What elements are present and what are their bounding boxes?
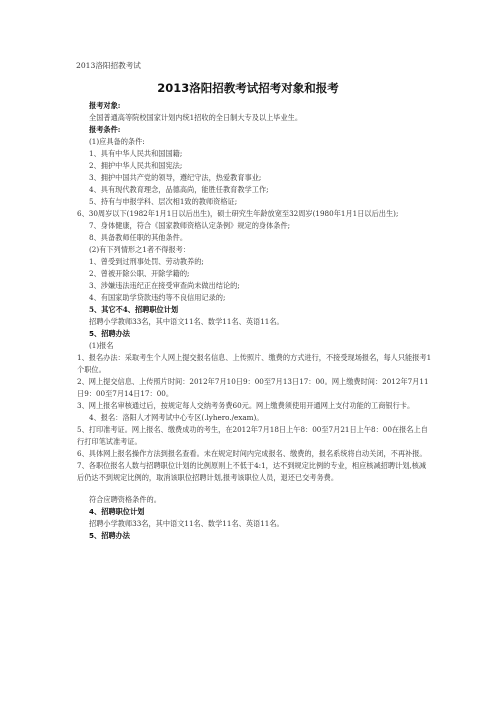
list-item: 5、打印准考证。网上报名、缴费成功的考生，在2012年7月18日上午8：00至7月21日上午8：00在报名上自行打印笔试准考证。 <box>77 425 428 446</box>
list-item: 2、拥护中华人民共和国宪法; <box>89 161 183 170</box>
list-item: 7、各职位报名人数与招聘职位计划的比例原则上不低于4:1，达不到规定比例的专业，相应核减招聘计划,核减后仍达不到规定比例的，取消该职位招聘计划,报考该职位人员，退还已交考务费。 <box>77 461 427 482</box>
list-item: 4、具有现代教育理念，品德高尚，能胜任教育教学工作; <box>89 185 269 194</box>
list-item: 8、具备教师任职的其他条件。 <box>89 233 188 242</box>
list-item: 4、报名：洛阳人才网考试中心专区(.lyhero./exam)。 <box>89 413 264 422</box>
list-item: 6、具体网上报名操作方法到报名查看。未在规定时间内完成报名、缴费的，报名系统将自动关闭，不再补报。 <box>77 449 427 458</box>
list-item: 5、持有与申报学科、层次相1致的教师资格证; <box>89 197 238 206</box>
list-item: 4、有国家助学贷款违约等不良信用记录的; <box>89 293 226 302</box>
list-item: 7、身体健康，符合《国家教师资格认定条例》规定的身体条件; <box>89 221 291 230</box>
paragraph-target-desc: 全国普通高等院校国家计划内统1招收的全日制大专及以上毕业生。 <box>89 113 303 122</box>
section-heading-method: 5、招聘办法 <box>89 329 130 338</box>
paragraph-plan-repeat: 招聘小学教师33名，其中语文11名、数学11名、英语11名。 <box>89 519 284 528</box>
paragraph-plan: 招聘小学教师33名，其中语文11名、数学11名、英语11名。 <box>89 317 284 326</box>
list-item: 1、报名办法：采取考生个人网上提交报名信息、上传照片、缴费的方式进行，不接受现场报名，每人只能报考1个职位。 <box>77 353 432 374</box>
list-item: 3、网上报名审核通过后，按规定每人交纳考务费60元。网上缴费须使用开通网上支付功能的工商银行卡。 <box>77 401 415 410</box>
subheading-required: (1)应具备的条件: <box>89 137 145 146</box>
subheading-registration: (1)报名 <box>89 341 114 350</box>
section-heading-plan: 4、招聘职位计划 <box>89 507 145 516</box>
paragraph-gap <box>89 484 433 494</box>
running-header: 2013洛阳招教考试 <box>76 61 141 70</box>
document-title: 2013洛阳招教考试招考对象和报考 <box>157 81 339 95</box>
subheading-excluded: (2)有下列情形之1者不得报考： <box>89 245 191 254</box>
section-heading-method-repeat: 5、招聘办法 <box>89 531 130 540</box>
section-heading-conditions: 报考条件: <box>89 125 121 134</box>
paragraph-qualified: 符合应聘资格条件的。 <box>89 495 161 504</box>
list-item-with-heading: 5、其它不4、招聘职位计划 <box>89 305 179 314</box>
list-item: 2、曾被开除公职、开除学籍的; <box>89 269 190 278</box>
list-item: 6、30周岁以下(1982年1月1日以后出生)，硕士研究生年龄放宽至32周岁(1980年1月1日以后出生); <box>77 209 399 218</box>
section-heading-target: 报考对象: <box>89 101 121 110</box>
document-body <box>77 100 433 542</box>
list-item: 3、涉嫌违法违纪正在接受审查尚未做出结论的; <box>89 281 240 290</box>
list-item: 1、曾受到过刑事处罚、劳动教养的; <box>89 257 204 266</box>
list-item: 2、网上提交信息、上传照片时间：2012年7月10日9：00至7月13日17：00。网上缴费时间：2012年7月11日9：00至7月14日17：00。 <box>77 377 429 398</box>
list-item: 1、具有中华人民共和国国籍; <box>89 149 183 158</box>
list-item: 3、拥护中国共产党的领导，遵纪守法，热爱教育事业; <box>89 173 262 182</box>
